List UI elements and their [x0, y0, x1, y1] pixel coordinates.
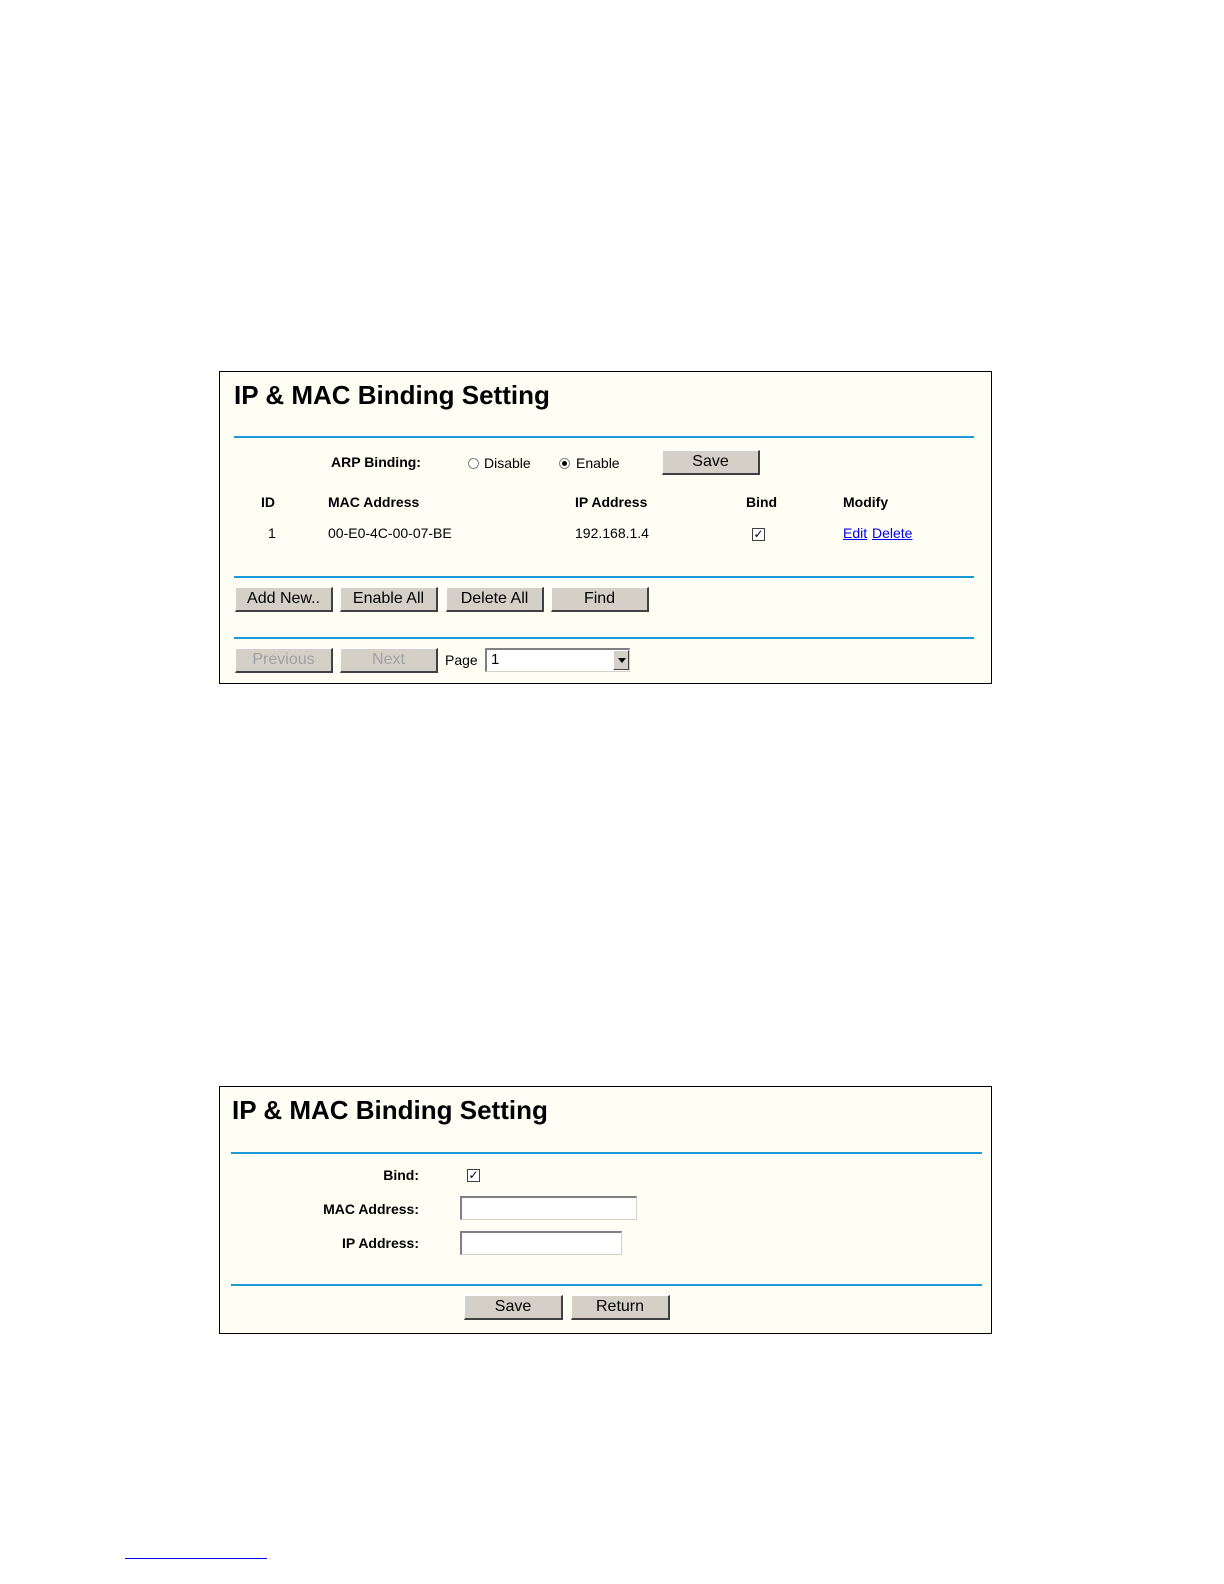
chevron-down-icon[interactable]: [613, 650, 629, 670]
enable-radio[interactable]: [559, 458, 570, 469]
arp-save-button[interactable]: Save: [662, 450, 760, 475]
arp-binding-label: ARP Binding:: [331, 454, 421, 470]
add-new-button[interactable]: Add New..: [235, 587, 333, 612]
mac-address-field[interactable]: [460, 1196, 637, 1220]
divider: [234, 637, 974, 639]
row-mac: 00-E0-4C-00-07-BE: [328, 525, 452, 541]
binding-edit-panel: [219, 1086, 992, 1334]
row-id: 1: [268, 525, 276, 541]
row-bind-checkbox[interactable]: [752, 528, 765, 541]
footnote-separator: [125, 1558, 267, 1559]
column-header-ip: IP Address: [575, 494, 648, 510]
row-ip: 192.168.1.4: [575, 525, 649, 541]
page-label: Page: [445, 652, 478, 668]
delete-all-button[interactable]: Delete All: [446, 587, 544, 612]
divider: [231, 1284, 982, 1286]
page-select-value: 1: [491, 651, 500, 668]
column-header-modify: Modify: [843, 494, 889, 510]
ip-address-field[interactable]: [460, 1231, 622, 1255]
check-icon: ✓: [753, 527, 764, 541]
divider: [234, 436, 974, 438]
column-header-bind: Bind: [746, 494, 778, 510]
page-select[interactable]: [485, 648, 630, 672]
page-title: IP & MAC Binding Setting: [232, 1095, 548, 1125]
edit-link[interactable]: Edit: [843, 525, 868, 541]
check-icon: ✓: [468, 1168, 479, 1182]
find-button[interactable]: Find: [551, 587, 649, 612]
page-title: IP & MAC Binding Setting: [234, 380, 550, 410]
bind-label: Bind:: [383, 1167, 419, 1183]
column-header-mac: MAC Address: [328, 494, 420, 510]
ip-address-label: IP Address:: [341, 1235, 419, 1251]
delete-link[interactable]: Delete: [872, 525, 913, 541]
mac-address-label: MAC Address:: [323, 1201, 419, 1217]
enable-all-button[interactable]: Enable All: [340, 587, 438, 612]
return-button[interactable]: Return: [571, 1295, 670, 1320]
bind-checkbox[interactable]: [467, 1169, 480, 1182]
divider: [234, 576, 974, 578]
previous-button[interactable]: Previous: [235, 648, 333, 673]
disable-radio[interactable]: [468, 458, 479, 469]
next-button[interactable]: Next: [340, 648, 438, 673]
binding-list-panel: [219, 371, 992, 684]
disable-label[interactable]: Disable: [484, 455, 531, 471]
divider: [231, 1152, 982, 1154]
enable-label[interactable]: Enable: [576, 455, 620, 471]
column-header-id: ID: [261, 494, 275, 510]
save-button[interactable]: Save: [464, 1295, 563, 1320]
